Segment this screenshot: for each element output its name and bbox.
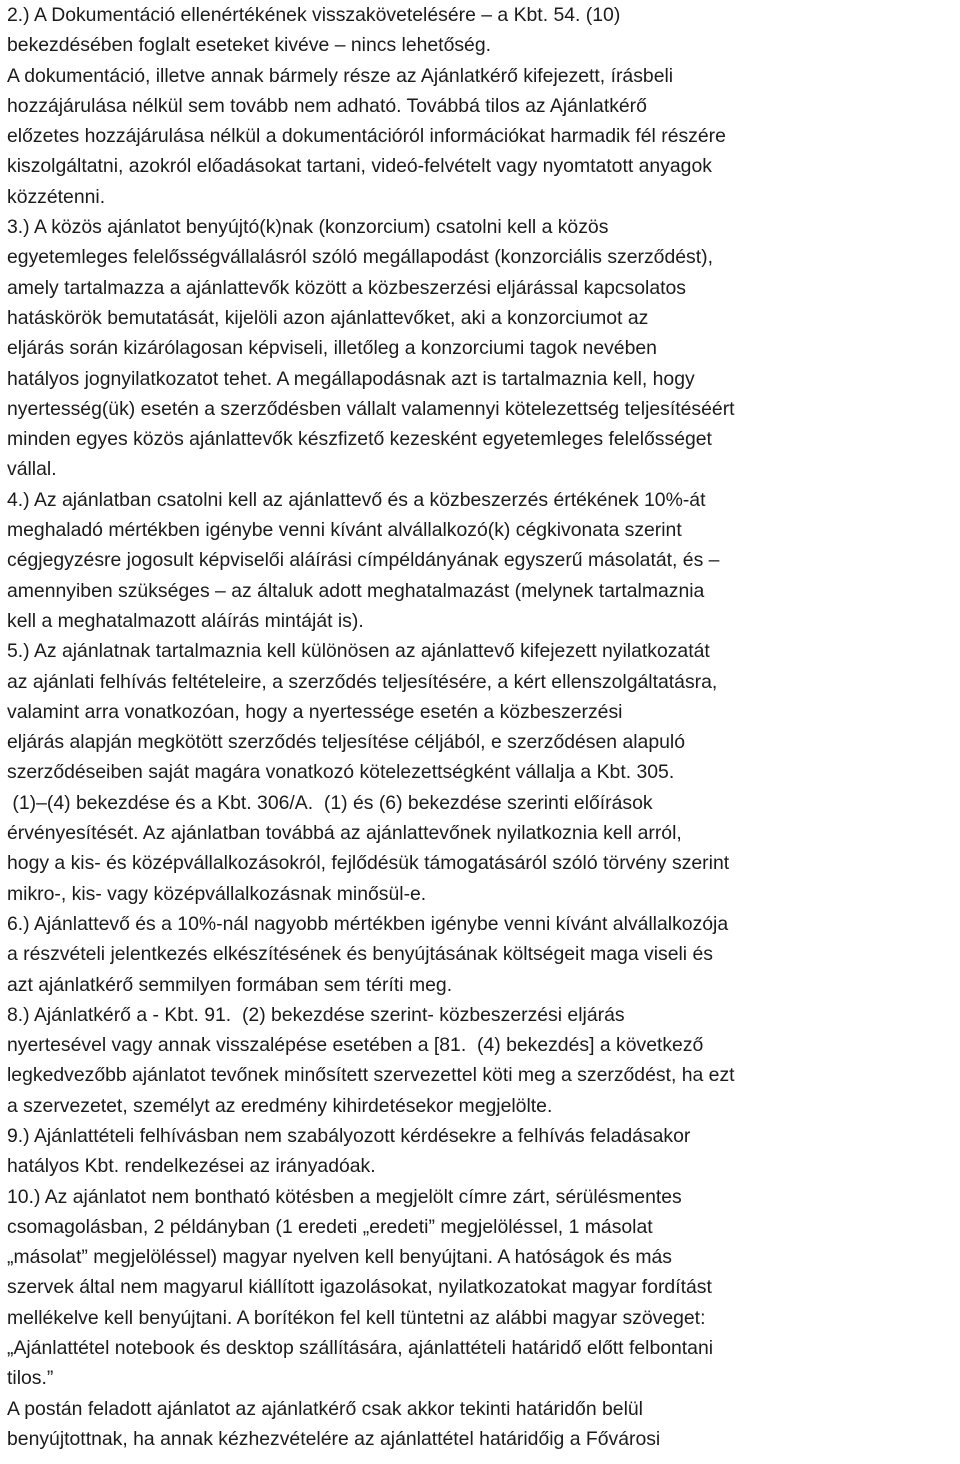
text-line: hogy a kis- és középvállalkozásokról, fejlődésük támogatásáról szóló törvény szerint	[7, 852, 730, 875]
text-line: tilos.”	[7, 1367, 54, 1390]
text-line: egyetemleges felelősségvállalásról szóló megállapodást (konzorciális szerződést),	[7, 246, 713, 269]
text-line: 2.) A Dokumentáció ellenértékének visszakövetelésére – a Kbt. 54. (10)	[7, 4, 621, 26]
text-line: „másolat” megjelöléssel) magyar nyelven kell benyújtani. A hatóságok és más	[7, 1246, 672, 1269]
text-line: a szervezetet, személyt az eredmény kihirdetésekor megjelölte.	[7, 1094, 553, 1117]
text-line: kell a meghatalmazott aláírás mintáját is).	[7, 609, 364, 632]
text-line: hatályos jognyilatkozatot tehet. A megállapodásnak azt is tartalmaznia kell, hogy	[7, 367, 695, 390]
text-line: érvényesítését. Az ajánlatban továbbá az ajánlattevőnek nyilatkoznia kell arról,	[7, 822, 682, 845]
text-line: 3.) A közös ajánlatot benyújtó(k)nak (konzorcium) csatolni kell a közös	[7, 216, 609, 239]
text-line: 10.) Az ajánlatot nem bontható kötésben a megjelölt címre zárt, sérülésmentes	[7, 1185, 682, 1208]
document-page	[7, 0, 957, 1454]
text-line: hatáskörök bemutatását, kijelöli azon ajánlattevőket, aki a konzorciumot az	[7, 306, 649, 329]
text-line: legkedvezőbb ajánlatot tevőnek minősített szervezettel köti meg a szerződést, ha ezt	[7, 1064, 735, 1087]
text-line: 9.) Ajánlattételi felhívásban nem szabályozott kérdésekre a felhívás feladásakor	[7, 1124, 691, 1147]
text-line: a részvételi jelentkezés elkészítésének és benyújtásának költségeit maga viseli és	[7, 943, 713, 966]
text-line: azt ajánlatkérő semmilyen formában sem téríti meg.	[7, 973, 453, 996]
text-line: 5.) Az ajánlatnak tartalmaznia kell különösen az ajánlattevő kifejezett nyilatkozatát	[7, 640, 710, 663]
text-line: kiszolgáltatni, azokról előadásokat tartani, videó-felvételt vagy nyomtatott anyagok	[7, 155, 712, 178]
text-line: az ajánlati felhívás feltételeire, a szerződés teljesítésére, a kért ellenszolgáltatásra,	[7, 670, 718, 693]
text-line: minden egyes közös ajánlattevők készfizető kezesként egyetemleges felelősséget	[7, 428, 712, 451]
text-line: amennyiben szükséges – az általuk adott meghatalmazást (melynek tartalmaznia	[7, 579, 705, 602]
text-line: nyertesség(ük) esetén a szerződésben vállalt valamennyi kötelezettség teljesítéséért	[7, 397, 735, 420]
text-line: hozzájárulása nélkül sem tovább nem adható. Továbbá tilos az Ajánlatkérő	[7, 94, 647, 117]
text-line: nyertesével vagy annak visszalépése esetében a [81. (4) bekezdés] a következő	[7, 1034, 704, 1057]
text-line: valamint arra vonatkozóan, hogy a nyertessége esetén a közbeszerzési	[7, 700, 623, 723]
text-line: „Ajánlattétel notebook és desktop szállítására, ajánlattételi határidő előtt felbontani	[7, 1337, 714, 1360]
text-line: közzétenni.	[7, 185, 106, 208]
text-line: (1)–(4) bekezdése és a Kbt. 306/A. (1) és (6) bekezdése szerinti előírások	[7, 791, 653, 814]
text-line: szerződéseiben saját magára vonatkozó kötelezettségként vállalja a Kbt. 305.	[7, 761, 675, 784]
text-line: amely tartalmazza a ajánlattevők között a közbeszerzési eljárással kapcsolatos	[7, 276, 686, 299]
text-line: bekezdésében foglalt eseteket kivéve – nincs lehetőség.	[7, 34, 492, 57]
text-line: 8.) Ajánlatkérő a - Kbt. 91. (2) bekezdése szerint- közbeszerzési eljárás	[7, 1003, 625, 1026]
text-line: cégjegyzésre jogosult képviselői aláírási címpéldányának egyszerű másolatát, és –	[7, 549, 720, 572]
text-line: 4.) Az ajánlatban csatolni kell az ajánlattevő és a közbeszerzés értékének 10%-át	[7, 488, 706, 511]
text-line: meghaladó mértékben igénybe venni kívánt alvállalkozó(k) cégkivonata szerint	[7, 519, 682, 542]
text-line: benyújtottnak, ha annak kézhezvételére az ajánlattétel határidőig a Fővárosi	[7, 1427, 661, 1450]
text-line: 6.) Ajánlattevő és a 10%-nál nagyobb mértékben igénybe venni kívánt alvállalkozója	[7, 912, 729, 935]
text-line: előzetes hozzájárulása nélkül a dokumentációról információkat harmadik fél részére	[7, 125, 726, 148]
text-line: eljárás alapján megkötött szerződés teljesítése céljából, e szerződésen alapuló	[7, 731, 685, 754]
text-line: A dokumentáció, illetve annak bármely része az Ajánlatkérő kifejezett, írásbeli	[7, 64, 674, 87]
text-line: csomagolásban, 2 példányban (1 eredeti „eredeti” megjelöléssel, 1 másolat	[7, 1215, 653, 1238]
text-line: mikro-, kis- vagy középvállalkozásnak minősül-e.	[7, 882, 427, 905]
text-line: vállal.	[7, 458, 57, 481]
text-line: mellékelve kell benyújtani. A borítékon fel kell tüntetni az alábbi magyar szöveget:	[7, 1306, 706, 1329]
text-line: eljárás során kizárólagosan képviseli, illetőleg a konzorciumi tagok nevében	[7, 337, 657, 360]
text-line: A postán feladott ajánlatot az ajánlatkérő csak akkor tekinti határidőn belül	[7, 1397, 643, 1420]
text-line: szervek által nem magyarul kiállított igazolásokat, nyilatkozatokat magyar fordítást	[7, 1276, 712, 1299]
text-line: hatályos Kbt. rendelkezései az irányadóak.	[7, 1155, 376, 1178]
